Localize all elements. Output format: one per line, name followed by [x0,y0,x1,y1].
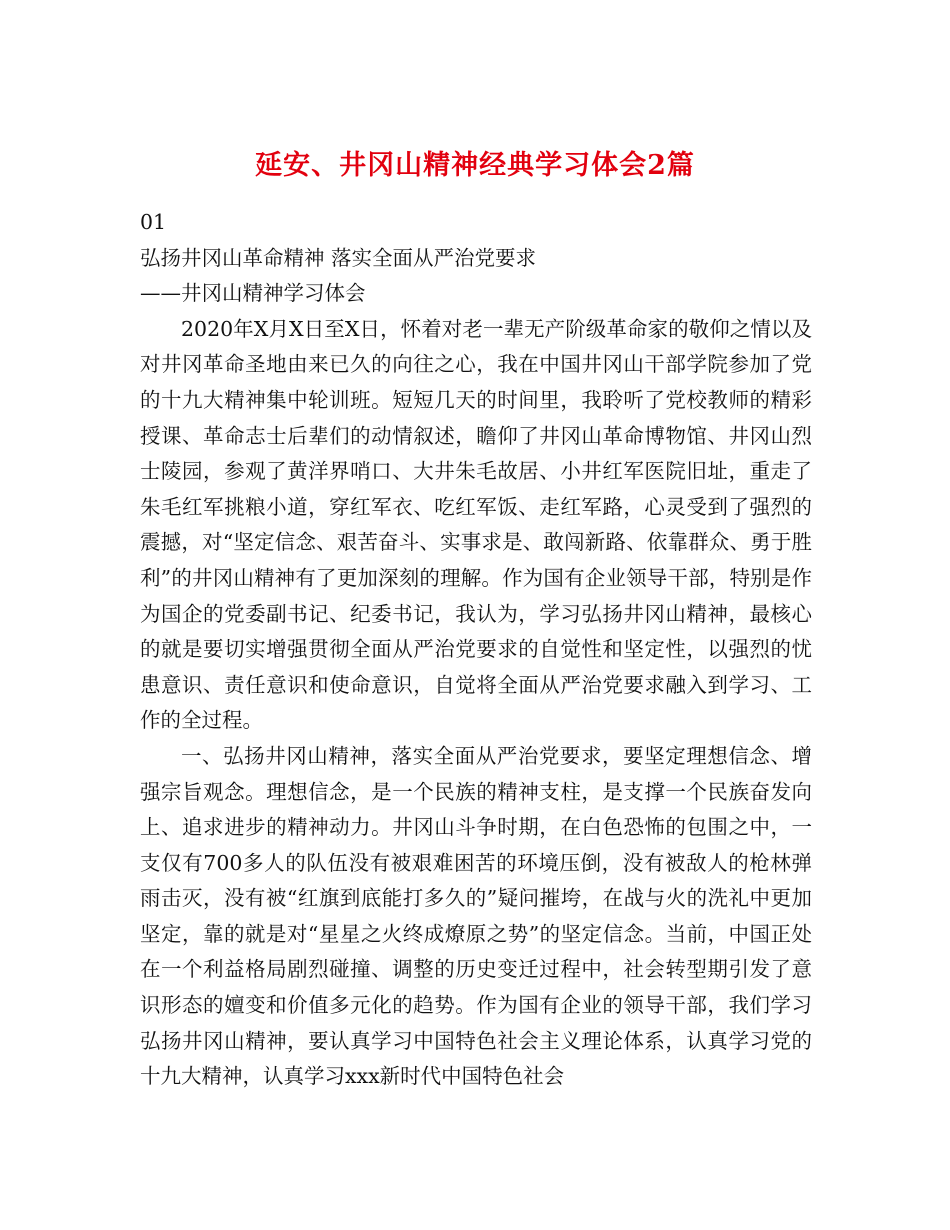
paragraph-2: 一、弘扬井冈山精神，落实全面从严治党要求，要坚定理想信念、增强宗旨观念。理想信念，是一个民族的精神支柱，是支撑一个民族奋发向上、追求进步的精神动力。井冈山斗争时期，在白色恐怖的包围之中，一支仅有700多人的队伍没有被艰难困苦的环境压倒，没有被敌人的枪林弹雨击灭，没有被“红旗到底能打多久的”疑问摧垮，在战与火的洗礼中更加坚定，靠的就是对“星星之火终成燎原之势”的坚定信念。当前，中国正处在一个利益格局剧烈碰撞、调整的历史变迁过程中，社会转型期引发了意识形态的嬗变和价值多元化的趋势。作为国有企业的领导干部，我们学习弘扬井冈山精神，要认真学习中国特色社会主义理论体系，认真学习党的十九大精神，认真学习xxx新时代中国特色社会 [140,743,812,1089]
section-subheading: ——井冈山精神学习体会 [140,281,366,306]
section-heading: 弘扬井冈山革命精神 落实全面从严治党要求 [140,245,537,270]
paragraph-1: 2020年X月X日至X日，怀着对老一辈无产阶级革命家的敬仰之情以及对井冈革命圣地由来已久的向往之心，我在中国井冈山干部学院参加了党的十九大精神集中轮训班。短短几天的时间里，我聆听了党校教师的精彩授课、革命志士后辈们的动情叙述，瞻仰了井冈山革命博物馆、井冈山烈士陵园，参观了黄洋界哨口、大井朱毛故居、小井红军医院旧址，重走了朱毛红军挑粮小道，穿红军衣、吃红军饭、走红军路，心灵受到了强烈的震撼，对“坚定信念、艰苦奋斗、实事求是、敢闯新路、依靠群众、勇于胜利”的井冈山精神有了更加深刻的理解。作为国有企业领导干部，特别是作为国企的党委副书记、纪委书记，我认为，学习弘扬井冈山精神，最核心的就是要切实增强贯彻全面从严治党要求的自觉性和坚定性，以强烈的忧患意识、责任意识和使命意识，自觉将全面从严治党要求融入到学习、工作的全过程。 [140,316,812,733]
section-number: 01 [140,210,167,234]
document-title: 延安、井冈山精神经典学习体会2篇 [255,150,695,182]
document-body [140,205,812,1095]
